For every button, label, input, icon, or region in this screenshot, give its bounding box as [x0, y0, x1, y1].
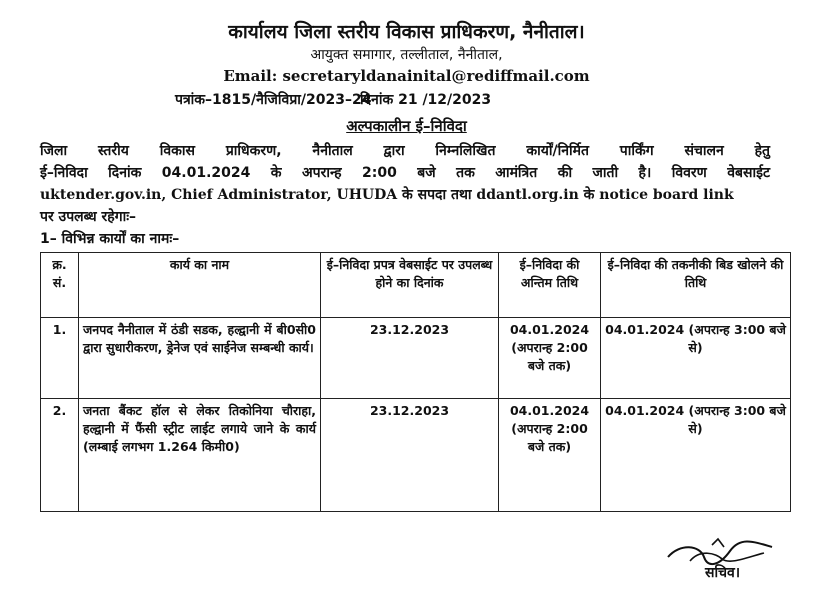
body-line-2: ई–निविदा दिनांक 04.01.2024 के अपरान्ह 2:00 बजे तक आमंत्रित की जाती है। विवरण वेबसाईट: [40, 165, 770, 181]
header-work-name: कार्य का नाम: [79, 253, 321, 318]
cell-available-date: 23.12.2023: [321, 399, 499, 512]
cell-available-date: 23.12.2023: [321, 318, 499, 399]
office-email: Email: secretaryldanainital@rediffmail.com: [223, 67, 590, 85]
cell-last-date: 04.01.2024 (अपरान्ह 2:00 बजे तक): [499, 399, 601, 512]
cell-tech-bid-date: 04.01.2024 (अपरान्ह 3:00 बजे से): [601, 318, 791, 399]
section-heading: 1– विभिन्न कार्यों का नामः–: [40, 231, 180, 247]
header-last-date: ई–निविदा की अन्तिम तिथि: [499, 253, 601, 318]
letter-number: पत्रांक–1815/नैजिविप्रा/2023–24: [175, 92, 372, 108]
table-header-row: [41, 253, 791, 318]
table-row: [41, 399, 791, 512]
header-serial: क्र. सं.: [41, 253, 79, 318]
cell-work-name: जनपद नैनीताल में ठंडी सडक, हल्द्वानी में बी0सी0 द्वारा सुधारीकरण, ड्रेनेज एवं साईनेज सम्बन्धी कार्य।: [79, 318, 321, 399]
letter-date: दिनांक 21 /12/2023: [360, 92, 492, 108]
header-tech-bid-date: ई–निविदा की तकनीकी बिड खोलने की तिथि: [601, 253, 791, 318]
cell-serial: 2.: [41, 399, 79, 512]
cell-serial: 1.: [41, 318, 79, 399]
body-line-3: uktender.gov.in, Chief Administrator, UHUDA के सपदा तथा ddantl.org.in के notice board link: [40, 187, 734, 203]
header-available-date: ई–निविदा प्रपत्र वेबसाईट पर उपलब्ध होने का दिनांक: [321, 253, 499, 318]
signatory-designation: सचिव।: [705, 565, 741, 581]
body-line-1: जिला स्तरीय विकास प्राधिकरण, नैनीताल द्वारा निम्नलिखित कार्यों/निर्मित पार्किंग संचालन हेतु: [40, 143, 770, 159]
cell-last-date: 04.01.2024 (अपरान्ह 2:00 बजे तक): [499, 318, 601, 399]
office-address: आयुक्त समागार, तल्लीताल, नैनीताल,: [310, 47, 503, 63]
notice-title: अल्पकालीन ई–निविदा: [346, 117, 467, 135]
office-heading: कार्यालय जिला स्तरीय विकास प्राधिकरण, नैनीताल।: [228, 21, 585, 43]
cell-tech-bid-date: 04.01.2024 (अपरान्ह 3:00 बजे से): [601, 399, 791, 512]
table-row: [41, 318, 791, 399]
cell-work-name: जनता बैंकट हॉल से लेकर तिकोनिया चौराहा, हल्द्वानी में फैंसी स्ट्रीट लाईट लगाये जाने के कार्य (लम्बाई लगभग 1.264 किमी0): [79, 399, 321, 512]
works-table: [40, 252, 791, 512]
body-line-4: पर उपलब्ध रहेगाः–: [40, 209, 137, 225]
